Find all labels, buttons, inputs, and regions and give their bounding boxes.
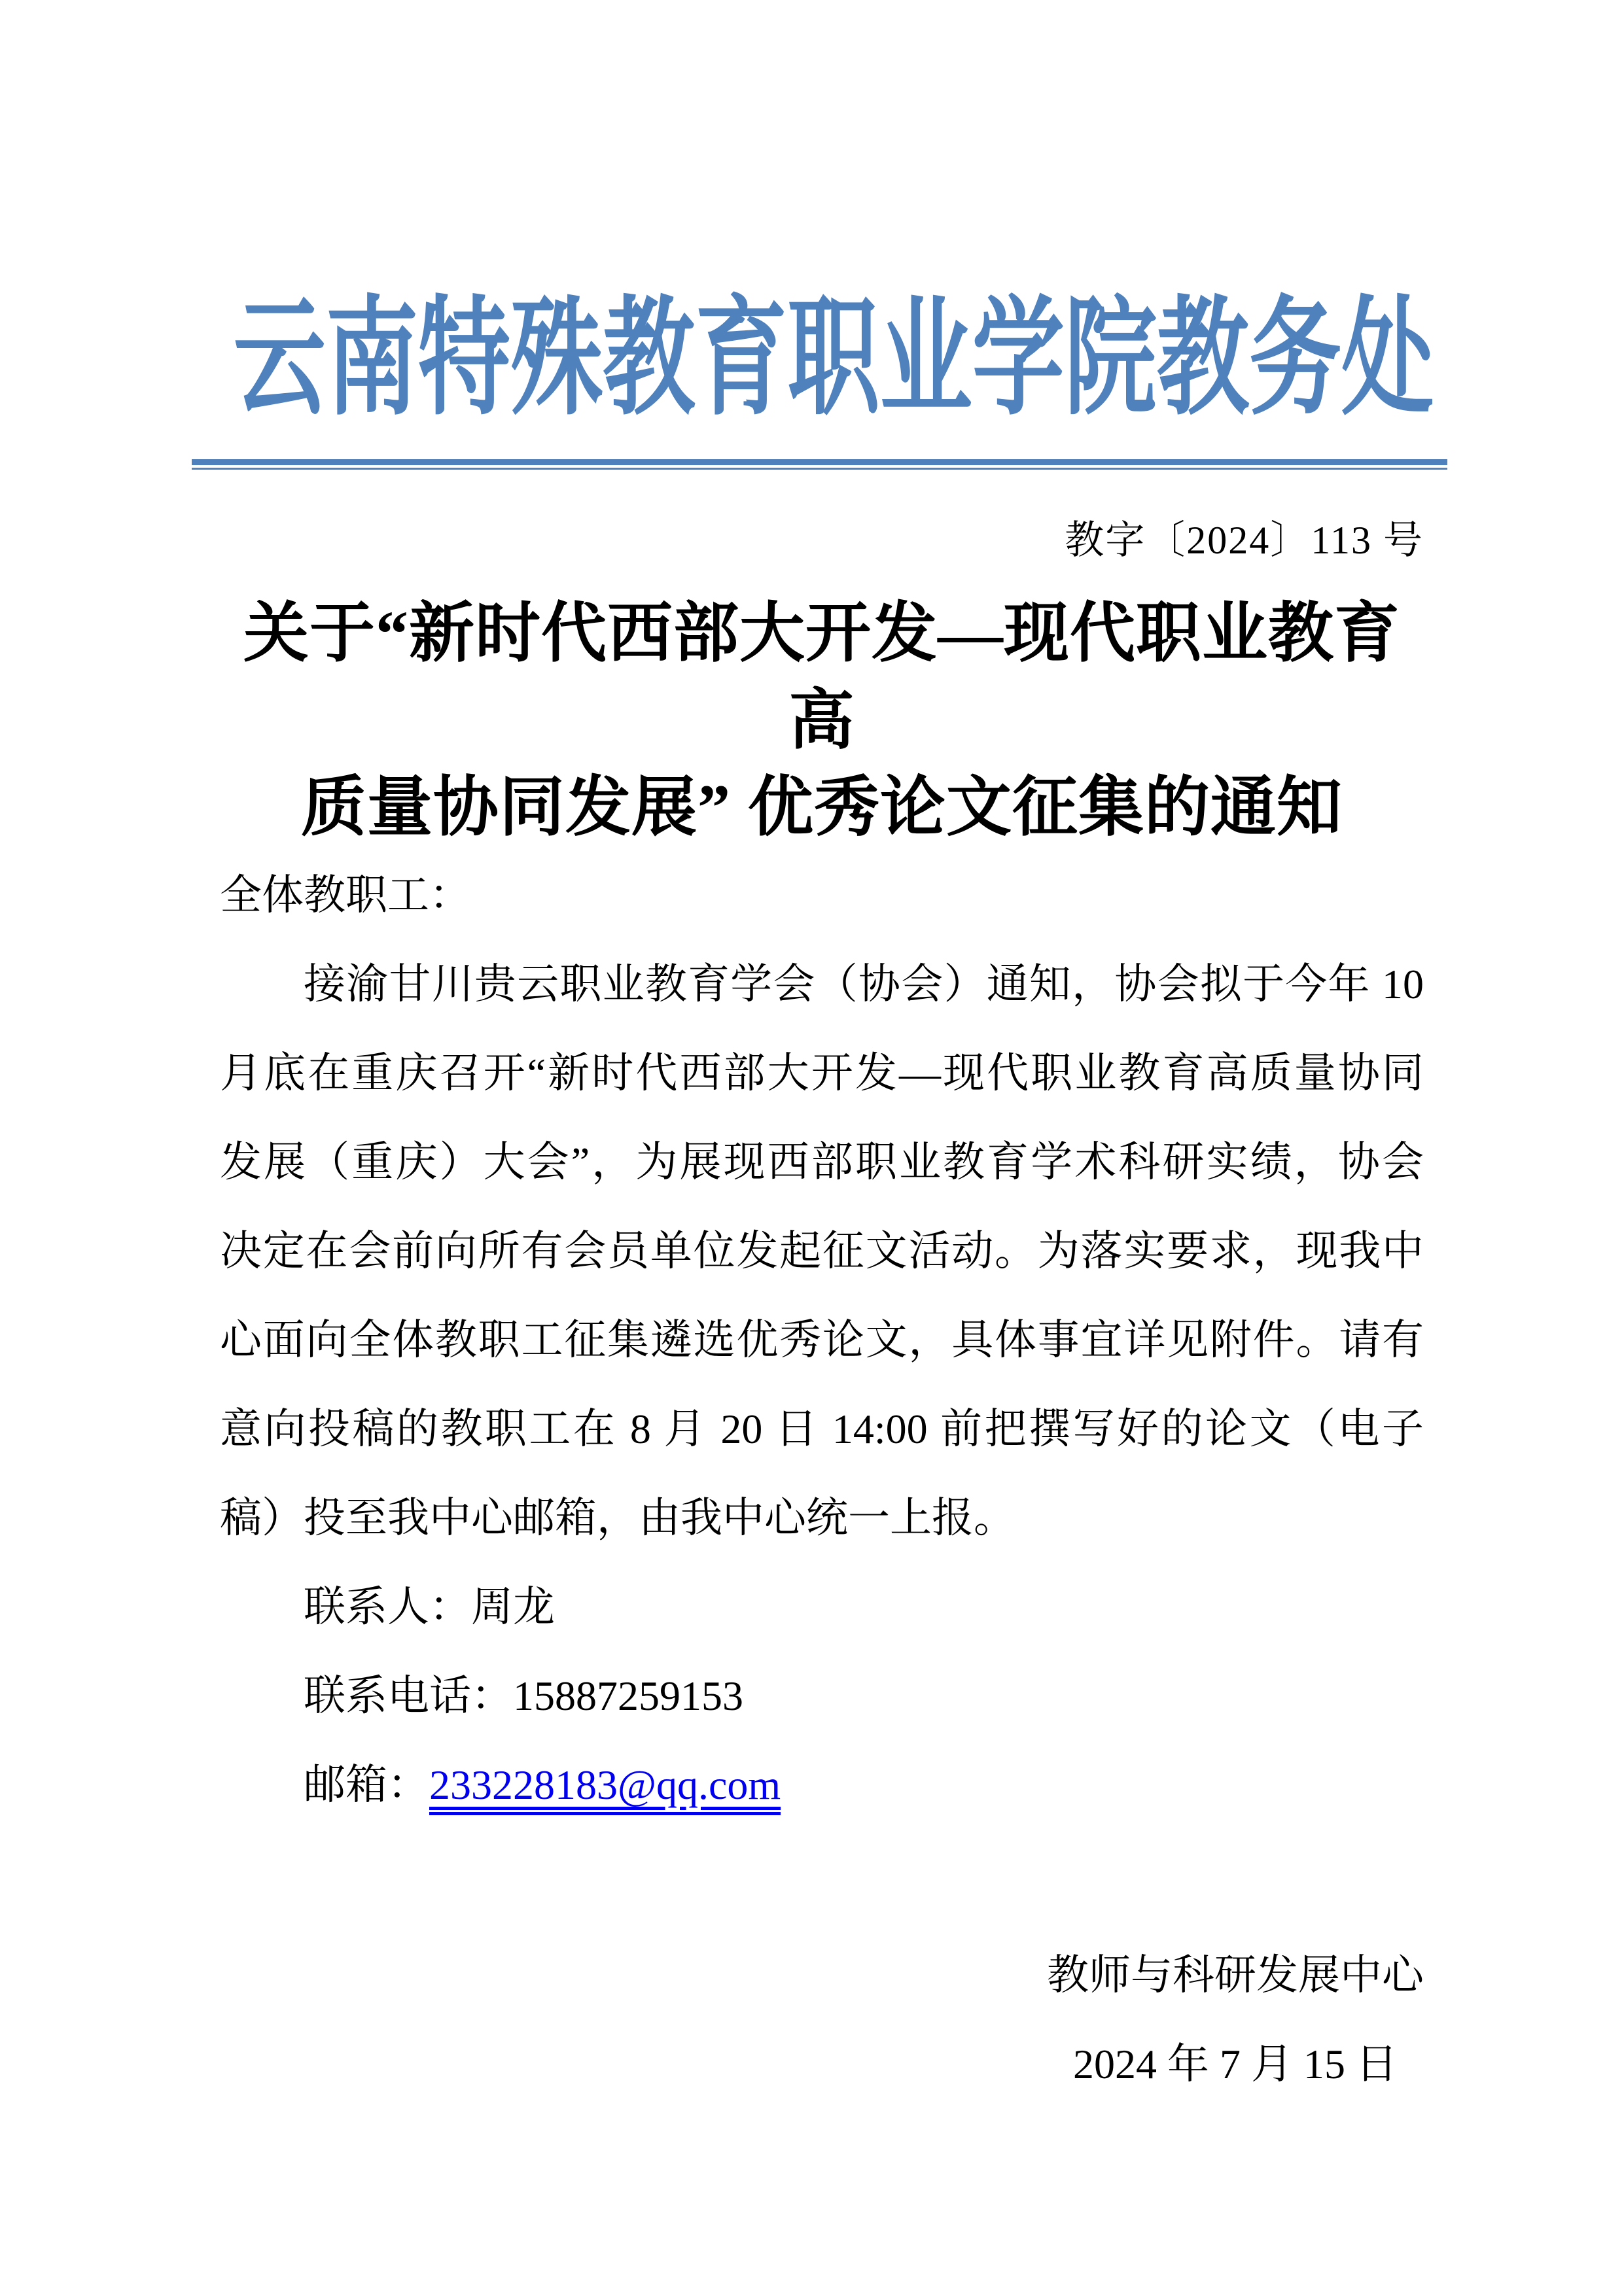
doc-number: 教字〔2024〕113 号 xyxy=(1065,519,1424,562)
document-body xyxy=(220,519,1424,2109)
body-line: 意向投稿的教职工在 8 月 20 日 14:00 前把撰写好的论文（电子 xyxy=(220,1406,1424,1452)
body-line: 发展（重庆）大会”，为展现西部职业教育学术科研实绩，协会 xyxy=(220,1139,1424,1185)
letterhead xyxy=(0,288,1624,430)
letterhead-rule-thin-line xyxy=(192,468,1447,470)
body-line: 稿）投至我中心邮箱，由我中心统一上报。 xyxy=(220,1495,1015,1541)
notice-body xyxy=(220,851,1424,2109)
letterhead-rule-thick-line xyxy=(192,459,1447,465)
body-line: 心面向全体教职工征集遴选优秀论文，具体事宜详见附件。请有 xyxy=(220,1317,1424,1363)
body-line: 决定在会前向所有会员单位发起征文活动。为落实要求，现我中 xyxy=(220,1228,1424,1274)
contact-phone: 联系电话：15887259153 xyxy=(304,1673,743,1719)
notice-title xyxy=(220,590,1424,851)
contact-email-label: 邮箱： xyxy=(304,1762,429,1808)
email-link[interactable]: 233228183@qq.com xyxy=(429,1762,781,1815)
notice-title-line-2: 质量协同发展” 优秀论文征集的通知 xyxy=(301,771,1343,844)
notice-title-line-1: 关于“新时代西部大开发—现代职业教育高 xyxy=(243,597,1400,757)
greeting: 全体教职工： xyxy=(220,872,471,918)
contact-person: 联系人：周龙 xyxy=(304,1584,555,1630)
body-line: 接渝甘川贵云职业教育学会（协会）通知，协会拟于今年 10 xyxy=(304,961,1424,1007)
body-line: 月底在重庆召开“新时代西部大开发—现代职业教育高质量协同 xyxy=(220,1050,1424,1096)
signature-spacer xyxy=(220,1830,1424,1931)
letterhead-rule xyxy=(192,459,1447,470)
signature-org: 教师与科研发展中心 xyxy=(1047,1952,1424,1998)
letterhead-title: 云南特殊教育职业学院教务处 xyxy=(233,288,1434,430)
signature-date: 2024 年 7 月 15 日 xyxy=(1073,2041,1398,2087)
contact-email xyxy=(220,1741,1424,1830)
